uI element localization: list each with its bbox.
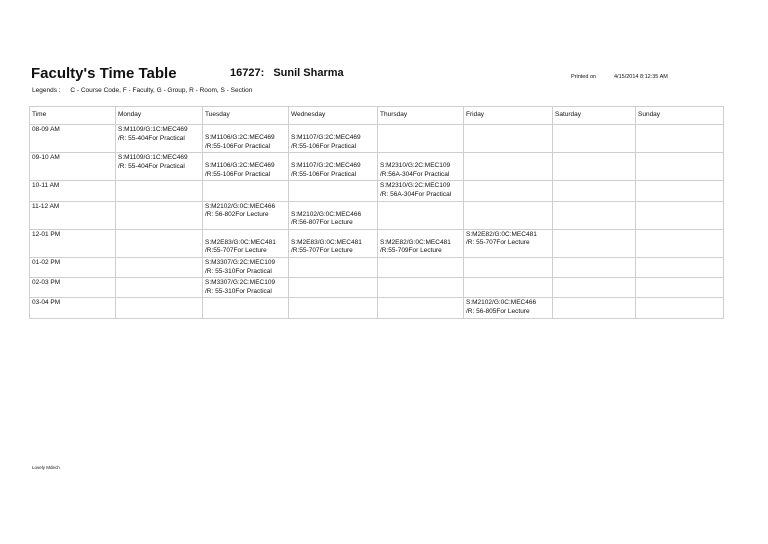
class-cell-monday bbox=[116, 125, 203, 153]
class-cell-saturday bbox=[553, 278, 636, 298]
class-cell-saturday bbox=[553, 257, 636, 277]
table-row bbox=[30, 278, 724, 298]
table-row bbox=[30, 125, 724, 153]
column-header-friday: Friday bbox=[464, 107, 553, 125]
class-room: /R:55-106For Practical bbox=[205, 170, 271, 178]
class-cell-friday bbox=[464, 125, 553, 153]
table-row bbox=[30, 229, 724, 257]
page-title: Faculty's Time Table bbox=[31, 65, 177, 82]
class-code: S:M3307/G:2C:MEC109 bbox=[205, 279, 276, 287]
class-entry bbox=[466, 231, 550, 248]
class-code: S:M2E82/G:0C:MEC481 bbox=[466, 230, 537, 238]
class-room: /R: 55-310For Practical bbox=[205, 267, 272, 275]
class-room: /R:55-707For Lecture bbox=[291, 247, 353, 255]
class-cell-thursday bbox=[378, 153, 464, 181]
class-room: /R: 55-404For Practical bbox=[118, 162, 185, 170]
class-code: S:M1107/G:2C:MEC469 bbox=[291, 134, 361, 141]
class-cell-friday bbox=[464, 201, 553, 229]
class-code: S:M2102/G:0C:MEC466 bbox=[291, 210, 362, 218]
class-cell-friday bbox=[464, 153, 553, 181]
class-cell-sunday bbox=[636, 153, 724, 181]
class-cell-sunday bbox=[636, 125, 724, 153]
table-row bbox=[30, 153, 724, 181]
time-slot: 03-04 PM bbox=[30, 298, 116, 318]
class-cell-saturday bbox=[553, 298, 636, 318]
faculty-id: 16727: bbox=[230, 67, 265, 79]
class-code: S:M2E83/G:0C:MEC481 bbox=[291, 238, 362, 246]
class-code: S:M3307/G:2C:MEC109 bbox=[205, 258, 276, 266]
class-entry bbox=[118, 126, 200, 143]
faculty-heading bbox=[230, 67, 344, 79]
column-header-time: Time bbox=[30, 107, 116, 125]
class-code: S:M2102/G:0C:MEC466 bbox=[466, 299, 537, 307]
time-slot: 10-11 AM bbox=[30, 181, 116, 201]
class-cell-friday bbox=[464, 298, 553, 318]
class-entry bbox=[205, 162, 286, 179]
class-room: /R:56-807For Lecture bbox=[291, 219, 353, 227]
class-cell-thursday bbox=[378, 201, 464, 229]
class-room: /R:55-707For Lecture bbox=[205, 247, 267, 255]
class-cell-monday bbox=[116, 181, 203, 201]
class-cell-sunday bbox=[636, 278, 724, 298]
class-cell-sunday bbox=[636, 181, 724, 201]
class-cell-tuesday bbox=[203, 278, 289, 298]
column-header-sunday: Sunday bbox=[636, 107, 724, 125]
time-slot: 09-10 AM bbox=[30, 153, 116, 181]
class-entry bbox=[205, 259, 286, 276]
class-cell-tuesday bbox=[203, 229, 289, 257]
class-cell-wednesday bbox=[289, 201, 378, 229]
time-slot: 12-01 PM bbox=[30, 229, 116, 257]
class-room: /R: 55-404For Practical bbox=[118, 134, 185, 142]
class-cell-tuesday bbox=[203, 257, 289, 277]
class-entry bbox=[291, 162, 375, 179]
class-cell-wednesday bbox=[289, 125, 378, 153]
class-code: S:M2310/G:2C:MEC109 bbox=[380, 162, 451, 170]
class-cell-sunday bbox=[636, 229, 724, 257]
class-code: S:M2310/G:2C:MEC109 bbox=[380, 182, 451, 190]
class-cell-sunday bbox=[636, 257, 724, 277]
class-cell-saturday bbox=[553, 181, 636, 201]
table-row bbox=[30, 181, 724, 201]
table-row bbox=[30, 257, 724, 277]
class-cell-tuesday bbox=[203, 181, 289, 201]
time-slot: 08-09 AM bbox=[30, 125, 116, 153]
class-cell-wednesday bbox=[289, 153, 378, 181]
class-room: /R: 56A-304For Practical bbox=[380, 190, 452, 198]
class-cell-wednesday bbox=[289, 278, 378, 298]
class-cell-tuesday bbox=[203, 153, 289, 181]
class-entry bbox=[205, 203, 286, 220]
class-cell-saturday bbox=[553, 125, 636, 153]
class-cell-monday bbox=[116, 201, 203, 229]
class-entry bbox=[291, 239, 375, 256]
class-cell-monday bbox=[116, 153, 203, 181]
class-cell-friday bbox=[464, 229, 553, 257]
class-code: S:M2102/G:0C:MEC466 bbox=[205, 202, 276, 210]
printed-on-label: Printed on bbox=[571, 74, 597, 80]
legends-label: Legends : bbox=[32, 87, 61, 94]
class-code: S:M1106/G:2C:MEC469 bbox=[205, 162, 275, 170]
class-cell-tuesday bbox=[203, 201, 289, 229]
class-cell-sunday bbox=[636, 298, 724, 318]
class-room: /R:55-709For Lecture bbox=[380, 247, 442, 255]
class-code: S:M1109/G:1C:MEC469 bbox=[118, 126, 188, 133]
class-entry bbox=[205, 239, 286, 256]
class-room: /R: 56-802For Lecture bbox=[205, 211, 269, 219]
class-cell-monday bbox=[116, 229, 203, 257]
time-slot: 01-02 PM bbox=[30, 257, 116, 277]
class-cell-monday bbox=[116, 257, 203, 277]
class-cell-wednesday bbox=[289, 229, 378, 257]
class-room: /R:55-106For Practical bbox=[291, 142, 357, 150]
class-cell-tuesday bbox=[203, 298, 289, 318]
class-cell-monday bbox=[116, 298, 203, 318]
class-cell-friday bbox=[464, 257, 553, 277]
class-code: S:M1109/G:1C:MEC469 bbox=[118, 154, 188, 162]
footer-text: Lovely Mdech bbox=[32, 465, 60, 470]
table-row bbox=[30, 201, 724, 229]
class-room: /R: 56-805For Lecture bbox=[466, 307, 530, 315]
class-cell-thursday bbox=[378, 125, 464, 153]
class-cell-sunday bbox=[636, 201, 724, 229]
class-entry bbox=[118, 154, 200, 171]
class-cell-saturday bbox=[553, 201, 636, 229]
class-cell-wednesday bbox=[289, 298, 378, 318]
class-code: S:M2E82/G:0C:MEC481 bbox=[380, 238, 451, 246]
class-code: S:M1107/G:2C:MEC469 bbox=[291, 162, 361, 170]
class-cell-thursday bbox=[378, 298, 464, 318]
class-entry bbox=[380, 182, 461, 199]
class-room: /R:55-106For Practical bbox=[291, 170, 357, 178]
timetable bbox=[29, 106, 724, 319]
class-cell-friday bbox=[464, 181, 553, 201]
class-cell-monday bbox=[116, 278, 203, 298]
column-header-wednesday: Wednesday bbox=[289, 107, 378, 125]
class-cell-thursday bbox=[378, 229, 464, 257]
class-cell-saturday bbox=[553, 153, 636, 181]
legends-text: C - Course Code, F - Faculty, G - Group, R - Room, S - Section bbox=[70, 87, 253, 94]
faculty-name: Sunil Sharma bbox=[273, 67, 344, 79]
class-code: S:M1106/G:2C:MEC469 bbox=[205, 134, 275, 141]
class-room: /R:56A-304For Practical bbox=[380, 170, 450, 178]
class-cell-saturday bbox=[553, 229, 636, 257]
class-cell-tuesday bbox=[203, 125, 289, 153]
column-header-saturday: Saturday bbox=[553, 107, 636, 125]
class-entry bbox=[205, 279, 286, 296]
class-room: /R: 55-707For Lecture bbox=[466, 239, 530, 247]
class-entry bbox=[466, 299, 550, 316]
time-slot: 11-12 AM bbox=[30, 201, 116, 229]
class-cell-thursday bbox=[378, 257, 464, 277]
column-header-tuesday: Tuesday bbox=[203, 107, 289, 125]
class-entry bbox=[380, 162, 461, 179]
timetable-header-row bbox=[30, 107, 724, 125]
time-slot: 02-03 PM bbox=[30, 278, 116, 298]
class-entry bbox=[380, 239, 461, 256]
class-cell-wednesday bbox=[289, 181, 378, 201]
column-header-monday: Monday bbox=[116, 107, 203, 125]
class-cell-wednesday bbox=[289, 257, 378, 277]
table-row bbox=[30, 298, 724, 318]
printed-on-value: 4/15/2014 8:12:35 AM bbox=[614, 74, 668, 80]
class-code: S:M2E83/G:0C:MEC481 bbox=[205, 238, 276, 246]
class-entry bbox=[291, 211, 375, 228]
class-entry bbox=[291, 134, 375, 151]
column-header-thursday: Thursday bbox=[378, 107, 464, 125]
class-room: /R:55-106For Practical bbox=[205, 142, 271, 150]
class-room: /R: 55-310For Practical bbox=[205, 287, 272, 295]
class-entry bbox=[205, 134, 286, 151]
legends bbox=[32, 87, 252, 94]
class-cell-thursday bbox=[378, 278, 464, 298]
class-cell-friday bbox=[464, 278, 553, 298]
class-cell-thursday bbox=[378, 181, 464, 201]
